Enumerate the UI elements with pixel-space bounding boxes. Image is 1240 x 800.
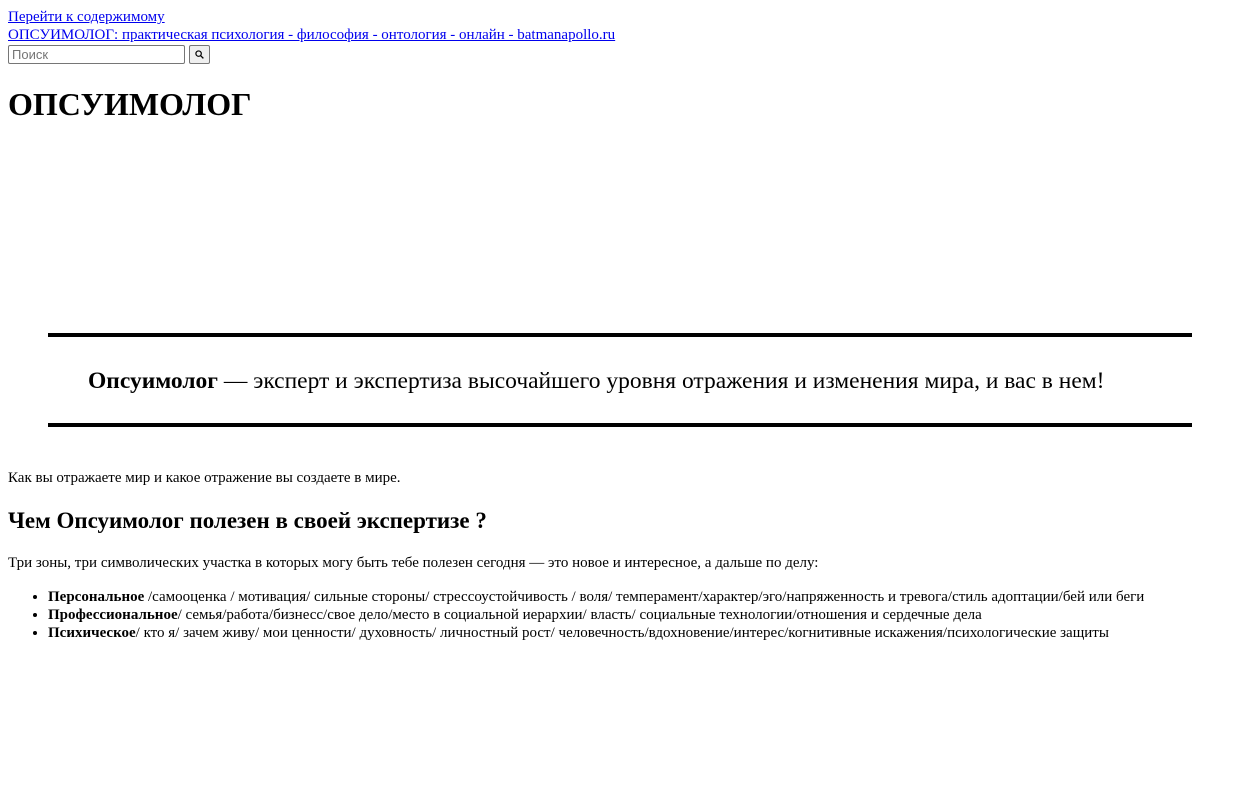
zone-title: Психическое	[48, 625, 136, 641]
search-button[interactable]	[189, 45, 210, 64]
divider-bottom	[48, 423, 1192, 427]
list-item	[48, 588, 1144, 606]
search-input[interactable]	[8, 45, 185, 64]
lead-text: Как вы отражаете мир и какое отражение вы создаете в мире.	[8, 470, 401, 486]
zone-title: Персональное	[48, 589, 145, 605]
tagline-text: — эксперт и экспертиза высочайшего уровня отражения и изменения мира, и вас в нем!	[217, 368, 1105, 394]
tagline	[88, 366, 1104, 396]
skip-to-content-link[interactable]: Перейти к содержимому	[8, 9, 165, 25]
intro-text: Три зоны, три символических участка в которых могу быть тебе полезен сегодня — это новое и интересное, а дальше по делу:	[8, 555, 819, 571]
site-title: ОПСУИМОЛОГ	[8, 86, 252, 122]
section-heading: Чем Опсуимолог полезен в своей экспертизе ?	[8, 508, 487, 533]
site-home-link[interactable]: ОПСУИМОЛОГ: практическая психология - философия - онтология - онлайн - batmanapollo.ru	[8, 27, 616, 43]
zone-text: /самооценка / мотивация/ сильные стороны/ стрессоустойчивость / воля/ темперамент/характер/эго/напряженность и тревога/стиль адоптации/бей или беги	[144, 589, 1145, 605]
list-item	[48, 624, 1144, 642]
zone-text: / кто я/ зачем живу/ мои ценности/ духовность/ личностный рост/ человечность/вдохновение/интерес/когнитивные искажения/психологические защиты	[135, 625, 1109, 641]
divider-top	[48, 333, 1192, 337]
search-icon	[195, 50, 204, 59]
zone-title: Профессиональное	[48, 607, 178, 623]
tagline-brand: Опсуимолог	[88, 368, 218, 394]
zones-list	[8, 588, 1144, 642]
list-item	[48, 606, 1144, 624]
zone-text: / семья/работа/бизнесс/свое дело/место в социальной иерархии/ власть/ социальные технологии/отношения и сердечные дела	[177, 607, 982, 623]
search-form	[8, 45, 210, 64]
